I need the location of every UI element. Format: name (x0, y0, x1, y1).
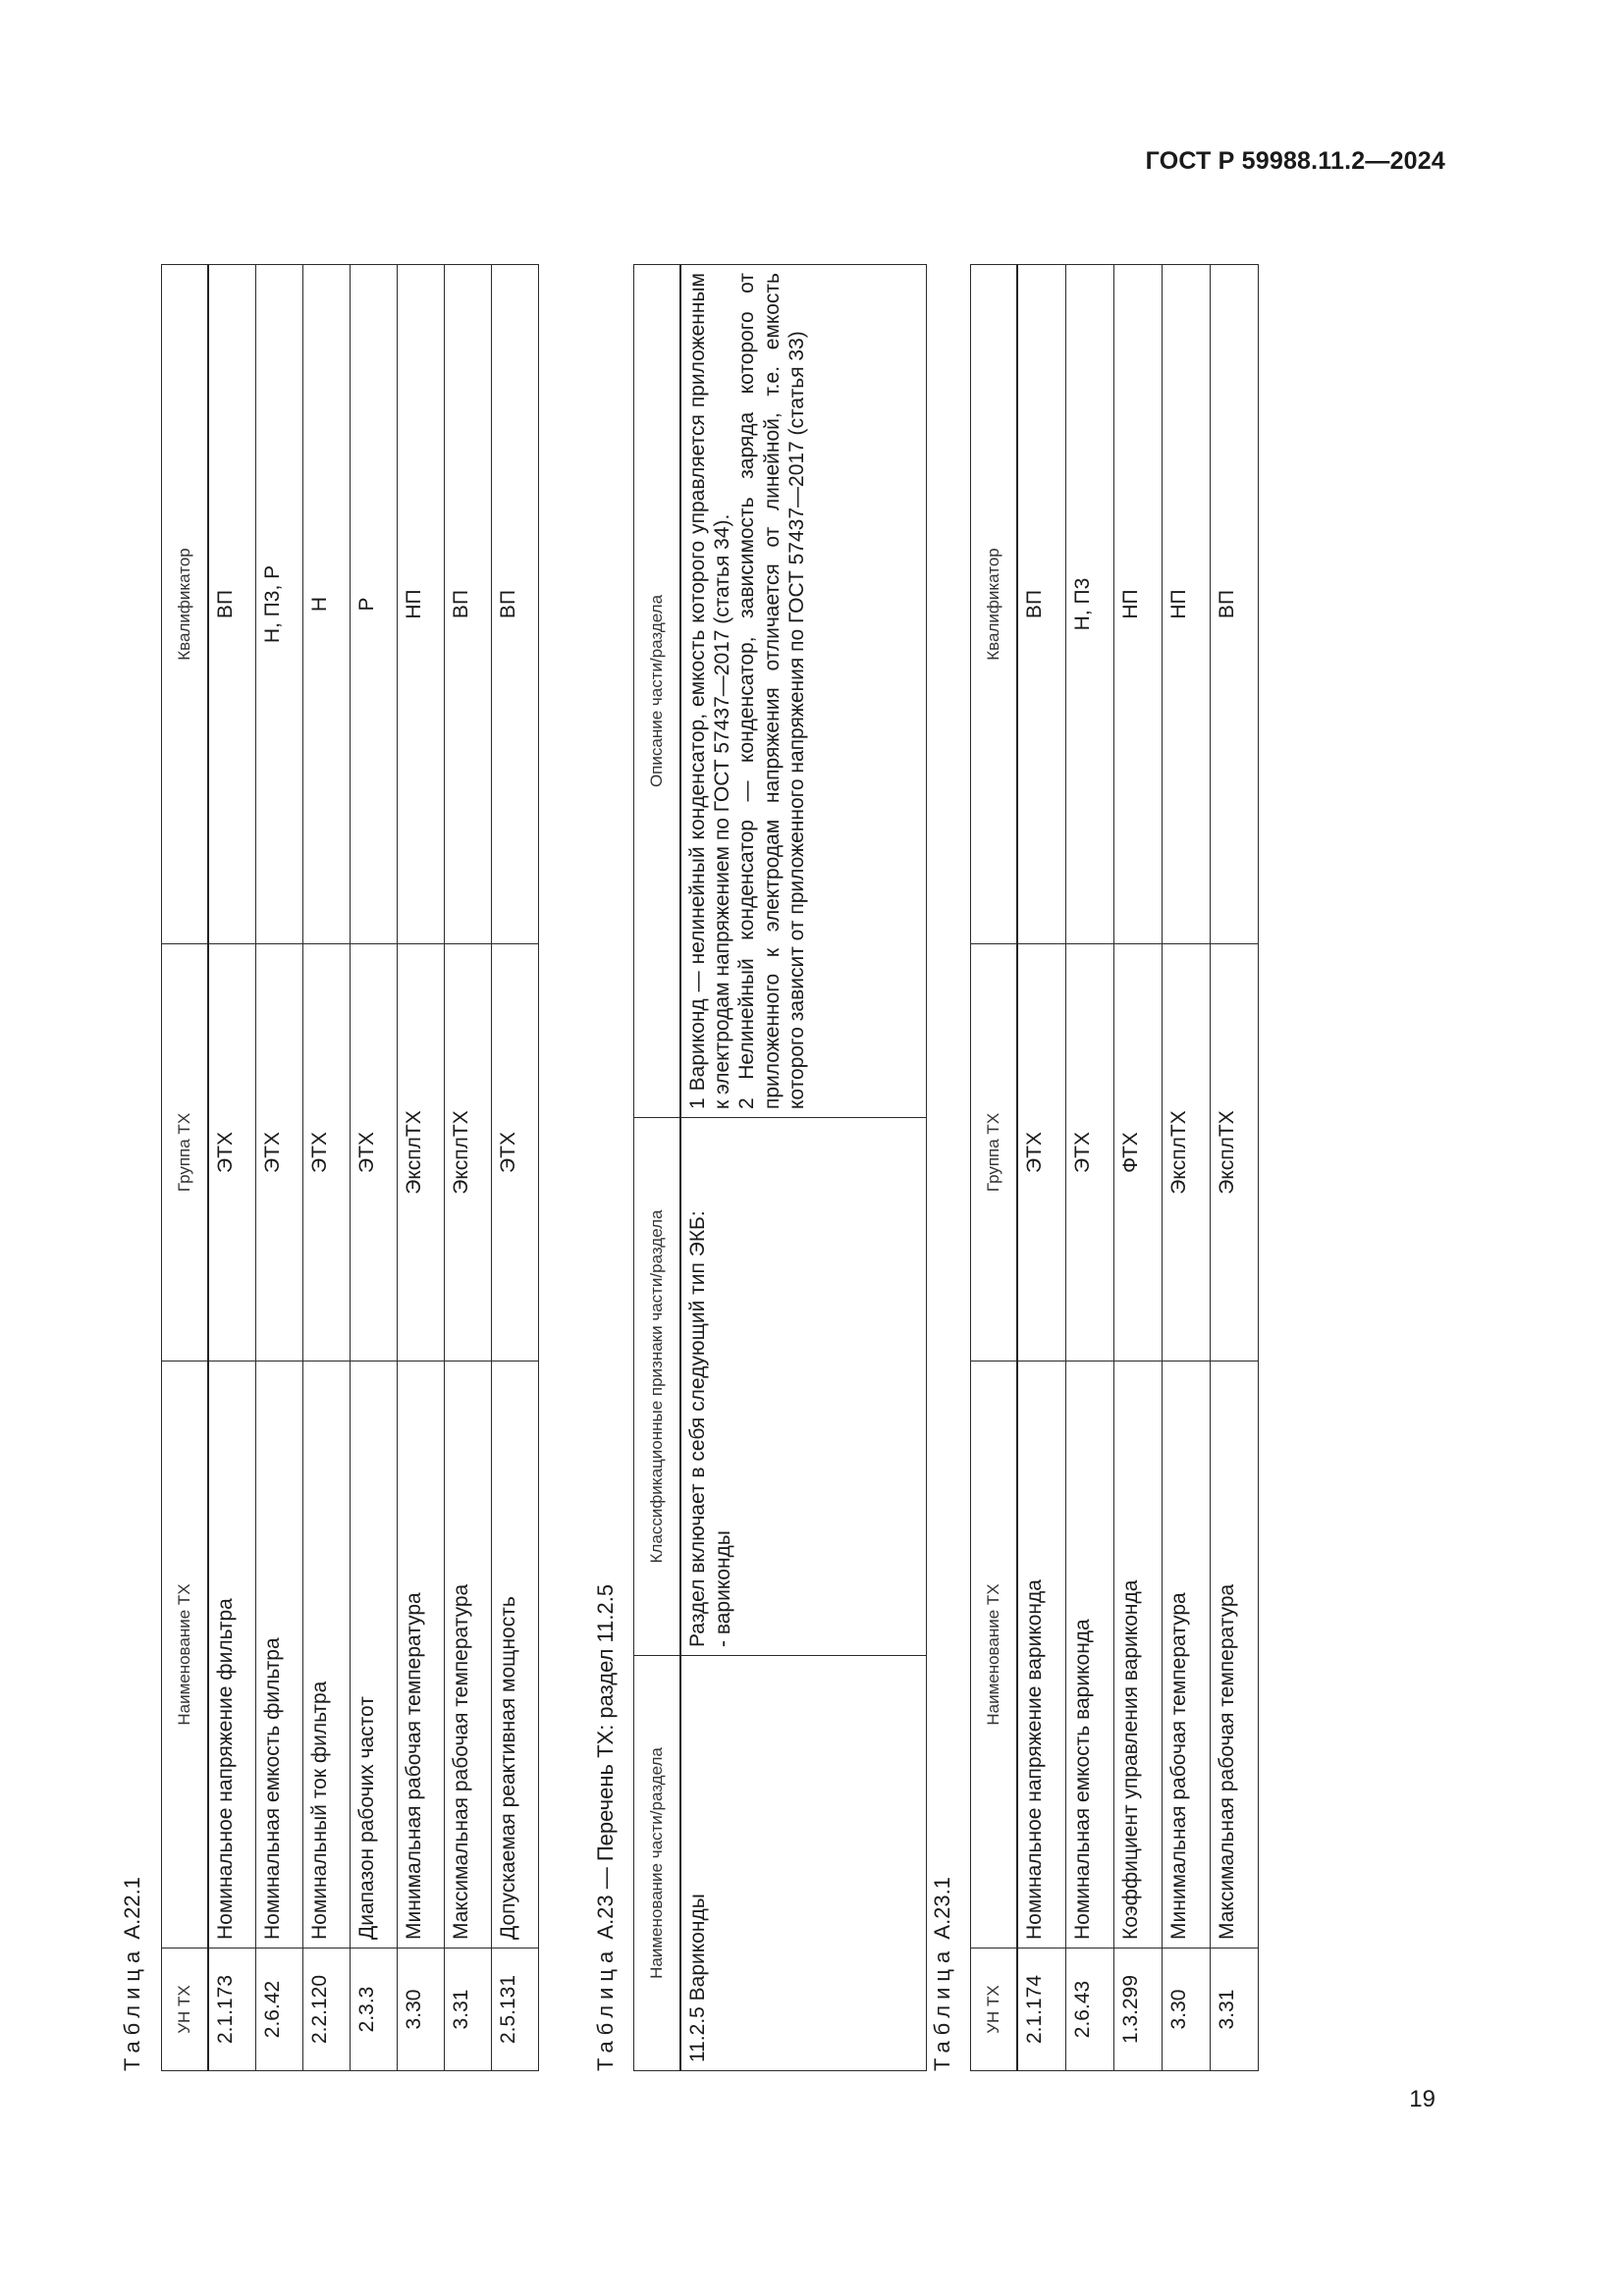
table-row (445, 265, 492, 2071)
table-a23-1 (970, 264, 1259, 2071)
qualifier-cell: Н, П3, Р (256, 265, 303, 944)
name-cell: Максимальная рабочая температура (1211, 1362, 1259, 1949)
name-cell: Коэффициент управления вариконда (1114, 1362, 1163, 1949)
col-header-description: Описание части/раздела (634, 265, 681, 1118)
col-header-group: Группа ТХ (971, 944, 1018, 1362)
name-cell: Номинальная емкость фильтра (256, 1362, 303, 1949)
group-cell: ЭксплТХ (445, 944, 492, 1362)
group-cell: ЭТХ (208, 944, 256, 1362)
table-a23 (633, 264, 927, 2071)
table-row (351, 265, 398, 2071)
code-cell: 3.31 (1211, 1949, 1259, 2071)
code-cell: 2.2.120 (303, 1949, 351, 2071)
qualifier-cell: ВП (492, 265, 539, 944)
caption-text: А.23 — Перечень ТХ: раздел 11.2.5 (593, 1583, 618, 1940)
col-header-code: УН ТХ (162, 1949, 209, 2071)
name-cell: Номинальная емкость вариконда (1066, 1362, 1114, 1949)
col-header-name: Наименование ТХ (162, 1362, 209, 1949)
name-cell: Минимальная рабочая температура (1163, 1362, 1211, 1949)
table-header-row (634, 265, 681, 2071)
table-row (303, 265, 351, 2071)
caption-word: Таблица (120, 1945, 144, 2071)
qualifier-cell: НП (1114, 265, 1163, 944)
code-cell: 2.6.42 (256, 1949, 303, 2071)
col-header-name: Наименование ТХ (971, 1362, 1018, 1949)
table-header-row (162, 265, 209, 2071)
code-cell: 2.1.174 (1017, 1949, 1066, 2071)
caption-id: А.23.1 (930, 1877, 954, 1940)
caption-table-a23-1 (930, 1877, 955, 2071)
name-cell: Номинальный ток фильтра (303, 1362, 351, 1949)
features-cell: Раздел включает в себя следующий тип ЭКБ: - вариконды (680, 1118, 926, 1656)
name-cell: Диапазон рабочих частот (351, 1362, 398, 1949)
qualifier-cell: НП (1163, 265, 1211, 944)
part-name-cell: 11.2.5 Вариконды (680, 1656, 926, 2071)
group-cell: ЭТХ (492, 944, 539, 1362)
col-header-qualifier: Квалификатор (971, 265, 1018, 944)
caption-word: Таблица (593, 1945, 618, 2071)
group-cell: ЭТХ (1066, 944, 1114, 1362)
caption-table-a22-1 (120, 1877, 145, 2071)
code-cell: 3.30 (398, 1949, 445, 2071)
group-cell: ЭТХ (351, 944, 398, 1362)
code-cell: 2.5.131 (492, 1949, 539, 2071)
group-cell: ЭксплТХ (1211, 944, 1259, 1362)
description-cell: 1 Вариконд — нелинейный конденсатор, емкость которого управляется приложенным к электродам напряжением по ГОСТ 57437—2017 (статья 34). 2 Нелинейный конденсатор — конденсатор, зависимость заряда которого от приложенного к электродам напряжения отличается от линейной, т.е. емкость которого зависит от приложенного напряжения по ГОСТ 57437—2017 (статья 33) (680, 265, 926, 1118)
code-cell: 1.3.299 (1114, 1949, 1163, 2071)
col-header-part-name: Наименование части/раздела (634, 1656, 681, 2071)
caption-table-a23 (593, 1584, 619, 2071)
name-cell: Минимальная рабочая температура (398, 1362, 445, 1949)
qualifier-cell: ВП (1211, 265, 1259, 944)
qualifier-cell: Р (351, 265, 398, 944)
col-header-features: Классификационные признаки части/раздела (634, 1118, 681, 1656)
qualifier-cell: Н (303, 265, 351, 944)
group-cell: ЭТХ (256, 944, 303, 1362)
name-cell: Номинальное напряжение вариконда (1017, 1362, 1066, 1949)
qualifier-cell: ВП (1017, 265, 1066, 944)
table-row (256, 265, 303, 2071)
table-row (1163, 265, 1211, 2071)
col-header-code: УН ТХ (971, 1949, 1018, 2071)
name-cell: Допускаемая реактивная мощность (492, 1362, 539, 1949)
table-row (492, 265, 539, 2071)
table-row (1211, 265, 1259, 2071)
table-row (1114, 265, 1163, 2071)
group-cell: ЭТХ (1017, 944, 1066, 1362)
table-row (680, 265, 926, 2071)
qualifier-cell: НП (398, 265, 445, 944)
qualifier-cell: Н, П3 (1066, 265, 1114, 944)
table-row (1066, 265, 1114, 2071)
code-cell: 3.30 (1163, 1949, 1211, 2071)
name-cell: Номинальное напряжение фильтра (208, 1362, 256, 1949)
page-number: 19 (1409, 2086, 1435, 2112)
name-cell: Максимальная рабочая температура (445, 1362, 492, 1949)
col-header-qualifier: Квалификатор (162, 265, 209, 944)
code-cell: 3.31 (445, 1949, 492, 2071)
document-code: ГОСТ Р 59988.11.2—2024 (1145, 147, 1445, 175)
col-header-group: Группа ТХ (162, 944, 209, 1362)
rotated-page-content (110, 236, 1269, 2071)
group-cell: ЭксплТХ (398, 944, 445, 1362)
qualifier-cell: ВП (208, 265, 256, 944)
qualifier-cell: ВП (445, 265, 492, 944)
table-row (208, 265, 256, 2071)
code-cell: 2.3.3 (351, 1949, 398, 2071)
table-row (398, 265, 445, 2071)
group-cell: ЭксплТХ (1163, 944, 1211, 1362)
group-cell: ЭТХ (303, 944, 351, 1362)
code-cell: 2.6.43 (1066, 1949, 1114, 2071)
table-a22-1 (161, 264, 539, 2071)
code-cell: 2.1.173 (208, 1949, 256, 2071)
group-cell: ФТХ (1114, 944, 1163, 1362)
table-header-row (971, 265, 1018, 2071)
caption-id: А.22.1 (120, 1877, 144, 1940)
caption-word: Таблица (930, 1945, 954, 2071)
table-row (1017, 265, 1066, 2071)
